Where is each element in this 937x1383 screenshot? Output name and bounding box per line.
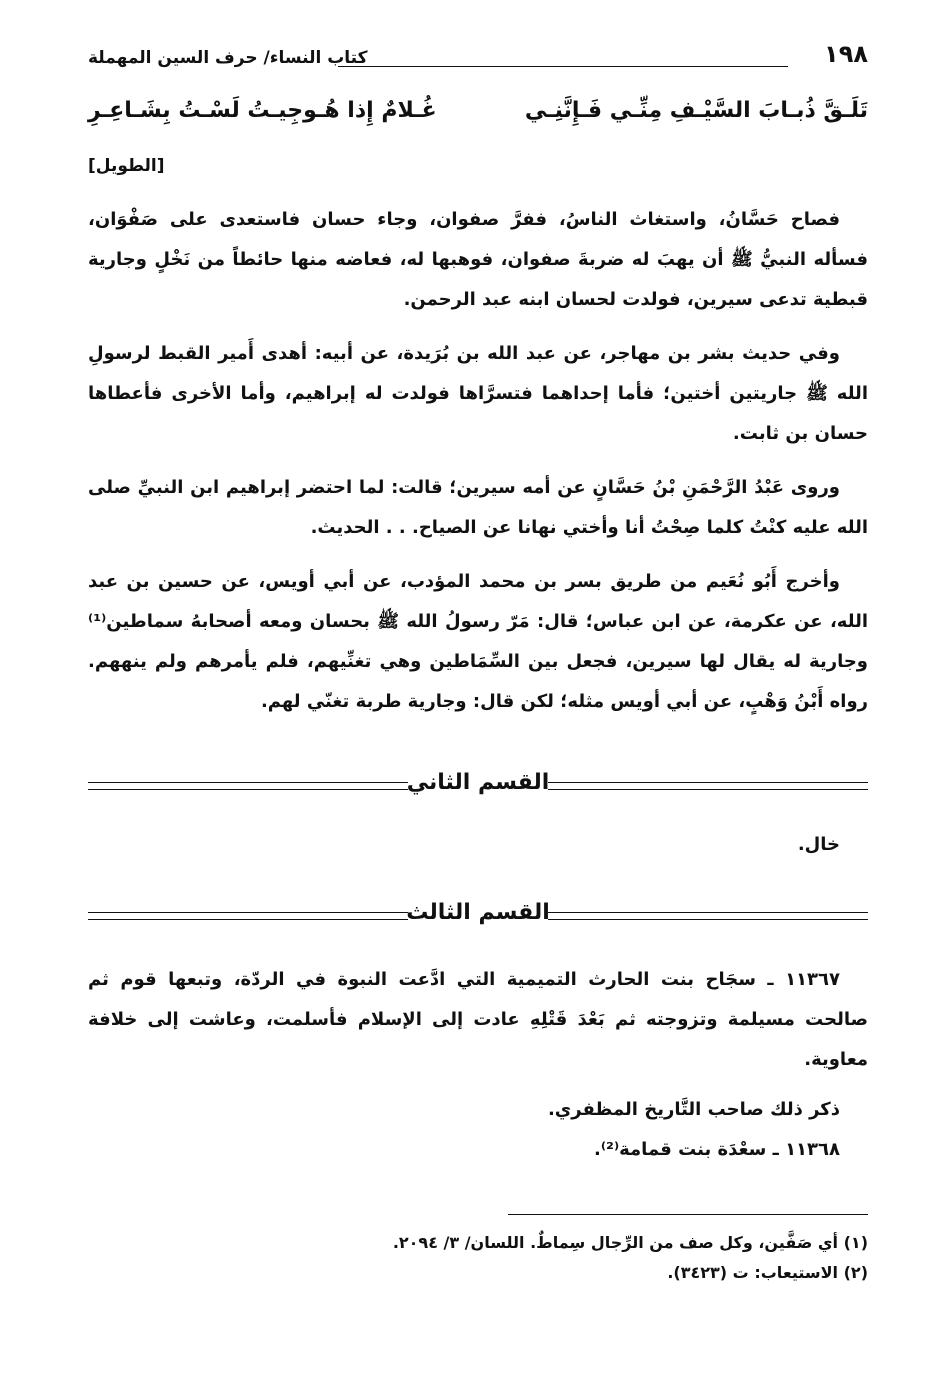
section-heading-2 [88,770,868,802]
section-2-body: خال. [797,834,840,855]
section-2-text [88,825,868,865]
heading-rule [88,782,408,790]
entry-source: ذكر ذلك صاحب التَّاريخ المظفري. [547,1099,840,1120]
running-title: كتاب النساء/ حرف السين المهملة [88,48,368,68]
paragraph: وأخرج أَبُو نُعَيم من طريق بسر بن محمد المؤدب، عن أبي أويس، عن حسين بن عبد الله، عن عكرمة، عن ابن عباس؛ قال: مَرّ رسولُ الله ﷺ بحسان ومعه أصحابهُ سماطين⁽¹⁾ وجارية له يقال لها سيرين، فجعل بين السِّمَاطين وهي تغنِّيهم، فلم يأمرهم ولم ينههم. رواه أَبْنُ وَهْبٍ، عن أبي أويس مثله؛ لكن قال: وجارية طربة تغنّي لهم. [88,571,868,712]
footnote-1: (١) أي صَفَّين، وكل صف من الرِّجال سِماطٌ. اللسان/ ٣/ ٢٠٩٤. [392,1233,868,1252]
footnote-2: (٢) الاستيعاب: ت (٣٤٢٣). [667,1263,868,1282]
entry-11368: ١١٣٦٨ ـ سعْدَة بنت قمامة⁽²⁾. [594,1139,840,1160]
paragraph: وفي حديث بشر بن مهاجر، عن عبد الله بن بُرَيدة، عن أبيه: أهدى أَمير القبط لرسولِ الله ﷺ جاريتين أختين؛ فأما إحداهما فتسرَّاها فولدت له إبراهيم، وأما الأخرى فأعطاها حسان بن ثابت. [88,343,868,444]
poem-first-hemistich: تَلَـقَّ ذُبـابَ السَّيْـفِ مِنِّـي فَـإِنَّنِـي [524,98,868,123]
main-text [88,200,868,736]
section-title: القسم الثالث [406,900,550,925]
paragraph: وروى عَبْدُ الرَّحْمَنِ بْنُ حَسَّانٍ عن أمه سيرين؛ قالت: لما احتضر إبراهيم ابن النبيِّ صلى الله عليه كنْتُ كلما صِحْتُ أنا وأختي نهانا عن الصياح. . . الحديث. [88,477,868,538]
entry-11367: ١١٣٦٧ ـ سجَاح بنت الحارث التميمية التي ادَّعت النبوة في الردّة، وتبعها قوم ثم صالحت مسيلمة وتزوجته ثم بَعْدَ قَتْلِهِ عادت إلى الإسلام فأسلمت، وعاشت إلى خلافة معاوية. [88,969,868,1070]
footnotes [88,1228,868,1288]
poem-meter-label: [الطويل] [88,156,165,176]
page-number: ١٩٨ [824,40,868,68]
header-rule [338,66,788,67]
section-title: القسم الثاني [406,770,550,795]
page-header [88,40,868,80]
poem-second-hemistich: غُـلامٌ إِذا هُـوجِيـتُ لَسْـتُ بِشَـاعِـرِ [88,98,437,123]
section-3-entries [88,960,868,1170]
paragraph: فصاح حَسَّانُ، واستغاث الناسُ، ففرَّ صفوان، وجاء حسان فاستعدى على صَفْوَان، فسأله النبيُّ ﷺ أن يهبَ له ضربةَ صفوان، فوهبها له، فعاضه منها حائطاً من نَخْلٍ وجارية قبطية تدعى سيرين، فولدت لحسان ابنه عبد الرحمن. [88,209,868,310]
poem-verse [88,98,868,138]
heading-rule [88,912,408,920]
book-page [88,30,868,1350]
footnote-rule [508,1214,868,1215]
section-heading-3 [88,900,868,932]
